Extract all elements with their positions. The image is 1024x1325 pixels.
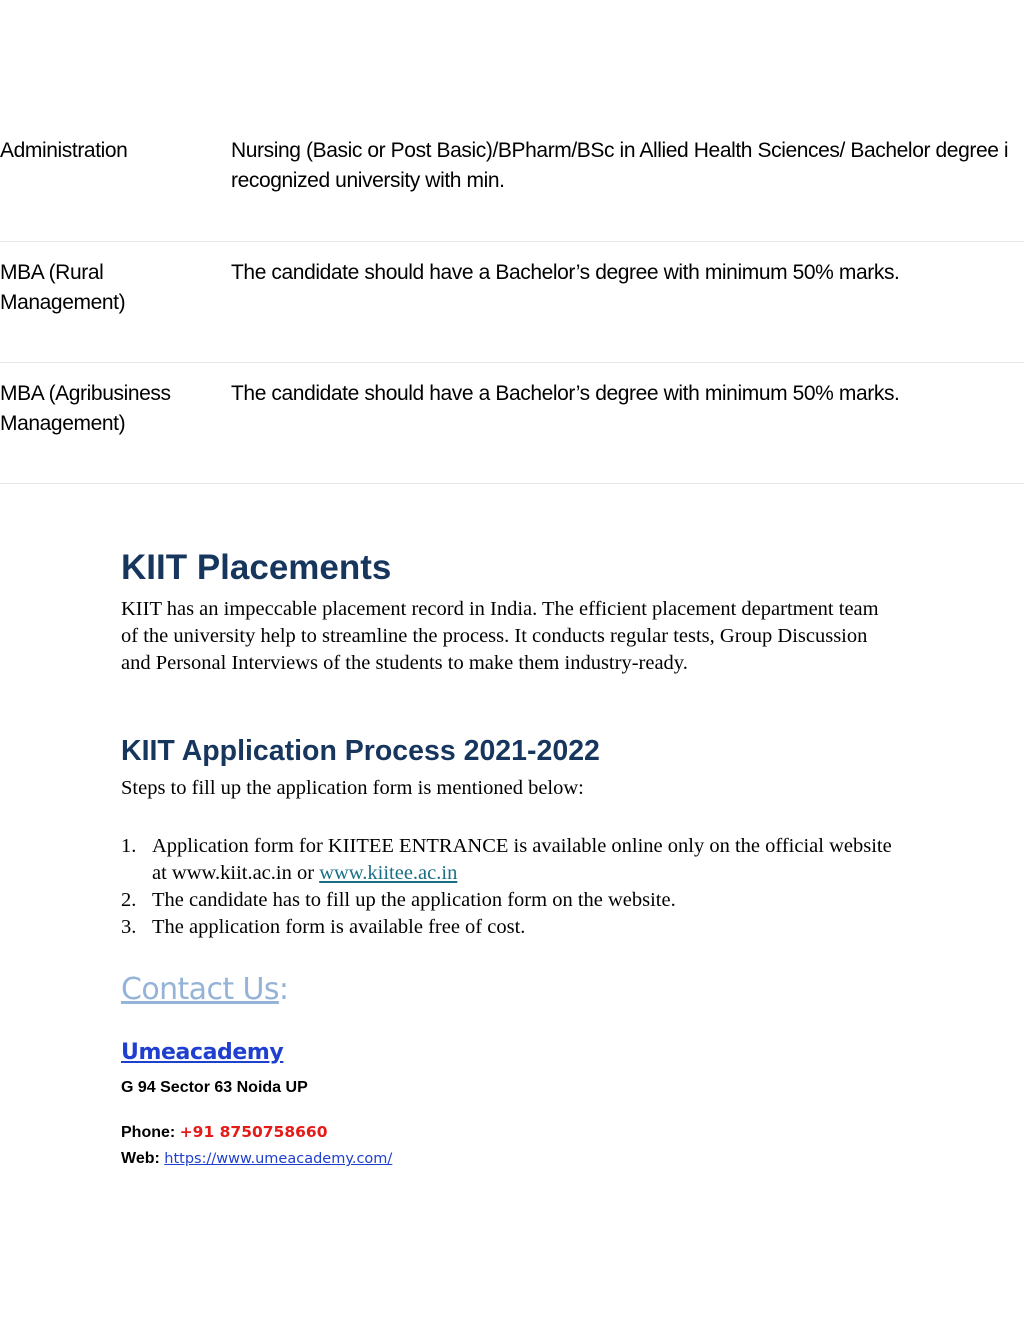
list-item bbox=[121, 887, 901, 914]
list-item bbox=[121, 833, 901, 887]
eligibility-line: Nursing (Basic or Post Basic)/BPharm/BSc in Allied Health Sciences/ Bachelor degree i bbox=[231, 139, 1009, 162]
application-steps-list bbox=[121, 833, 901, 941]
course-name: Administration bbox=[0, 139, 128, 162]
kiitee-link[interactable]: www.kiitee.ac.in bbox=[319, 862, 458, 884]
course-name: MBA (Rural Management) bbox=[0, 261, 126, 314]
web-line bbox=[121, 1148, 392, 1170]
step-text: The candidate has to fill up the application form on the website. bbox=[152, 889, 676, 911]
application-process-heading: KIIT Application Process 2021-2022 bbox=[121, 735, 600, 767]
step-number: 3. bbox=[121, 916, 137, 938]
eligibility-line: recognized university with min. bbox=[231, 169, 505, 192]
eligibility-text: The candidate should have a Bachelor’s degree with minimum 50% marks. bbox=[231, 382, 900, 405]
table-row bbox=[0, 242, 1024, 363]
contact-heading-colon: : bbox=[278, 972, 289, 1007]
address: G 94 Sector 63 Noida UP bbox=[121, 1079, 308, 1096]
phone-line bbox=[121, 1121, 327, 1144]
eligibility-text bbox=[231, 136, 1024, 196]
step-number: 1. bbox=[121, 835, 137, 857]
eligibility-text: The candidate should have a Bachelor’s degree with minimum 50% marks. bbox=[231, 261, 900, 284]
step-number: 2. bbox=[121, 889, 137, 911]
list-item bbox=[121, 914, 901, 941]
table-row bbox=[0, 363, 1024, 484]
step-text: The application form is available free of cost. bbox=[152, 916, 526, 938]
contact-heading bbox=[121, 968, 288, 1012]
eligibility-table bbox=[0, 120, 1024, 484]
application-process-intro: Steps to fill up the application form is mentioned below: bbox=[121, 777, 584, 799]
org-name-link[interactable]: Umeacademy bbox=[121, 1040, 284, 1065]
placements-text: KIIT has an impeccable placement record in India. The efficient placement department team of the university help to streamline the process. It conducts regular tests, Group Discussion and Personal Interviews of the students to make them industry-ready. bbox=[121, 598, 879, 674]
placements-heading: KIIT Placements bbox=[121, 548, 392, 587]
website-link[interactable]: https://www.umeacademy.com/ bbox=[164, 1151, 393, 1167]
table-row bbox=[0, 120, 1024, 242]
step-text: Application form for KIITEE ENTRANCE is available online only on the official website at www.kiit.ac.in or bbox=[152, 835, 892, 884]
course-name: MBA (Agribusiness Management) bbox=[0, 382, 171, 435]
phone-label: Phone: bbox=[121, 1124, 180, 1141]
web-label: Web: bbox=[121, 1150, 165, 1167]
phone-number: +91 8750758660 bbox=[179, 1123, 328, 1141]
contact-heading-text: Contact Us bbox=[121, 972, 279, 1007]
